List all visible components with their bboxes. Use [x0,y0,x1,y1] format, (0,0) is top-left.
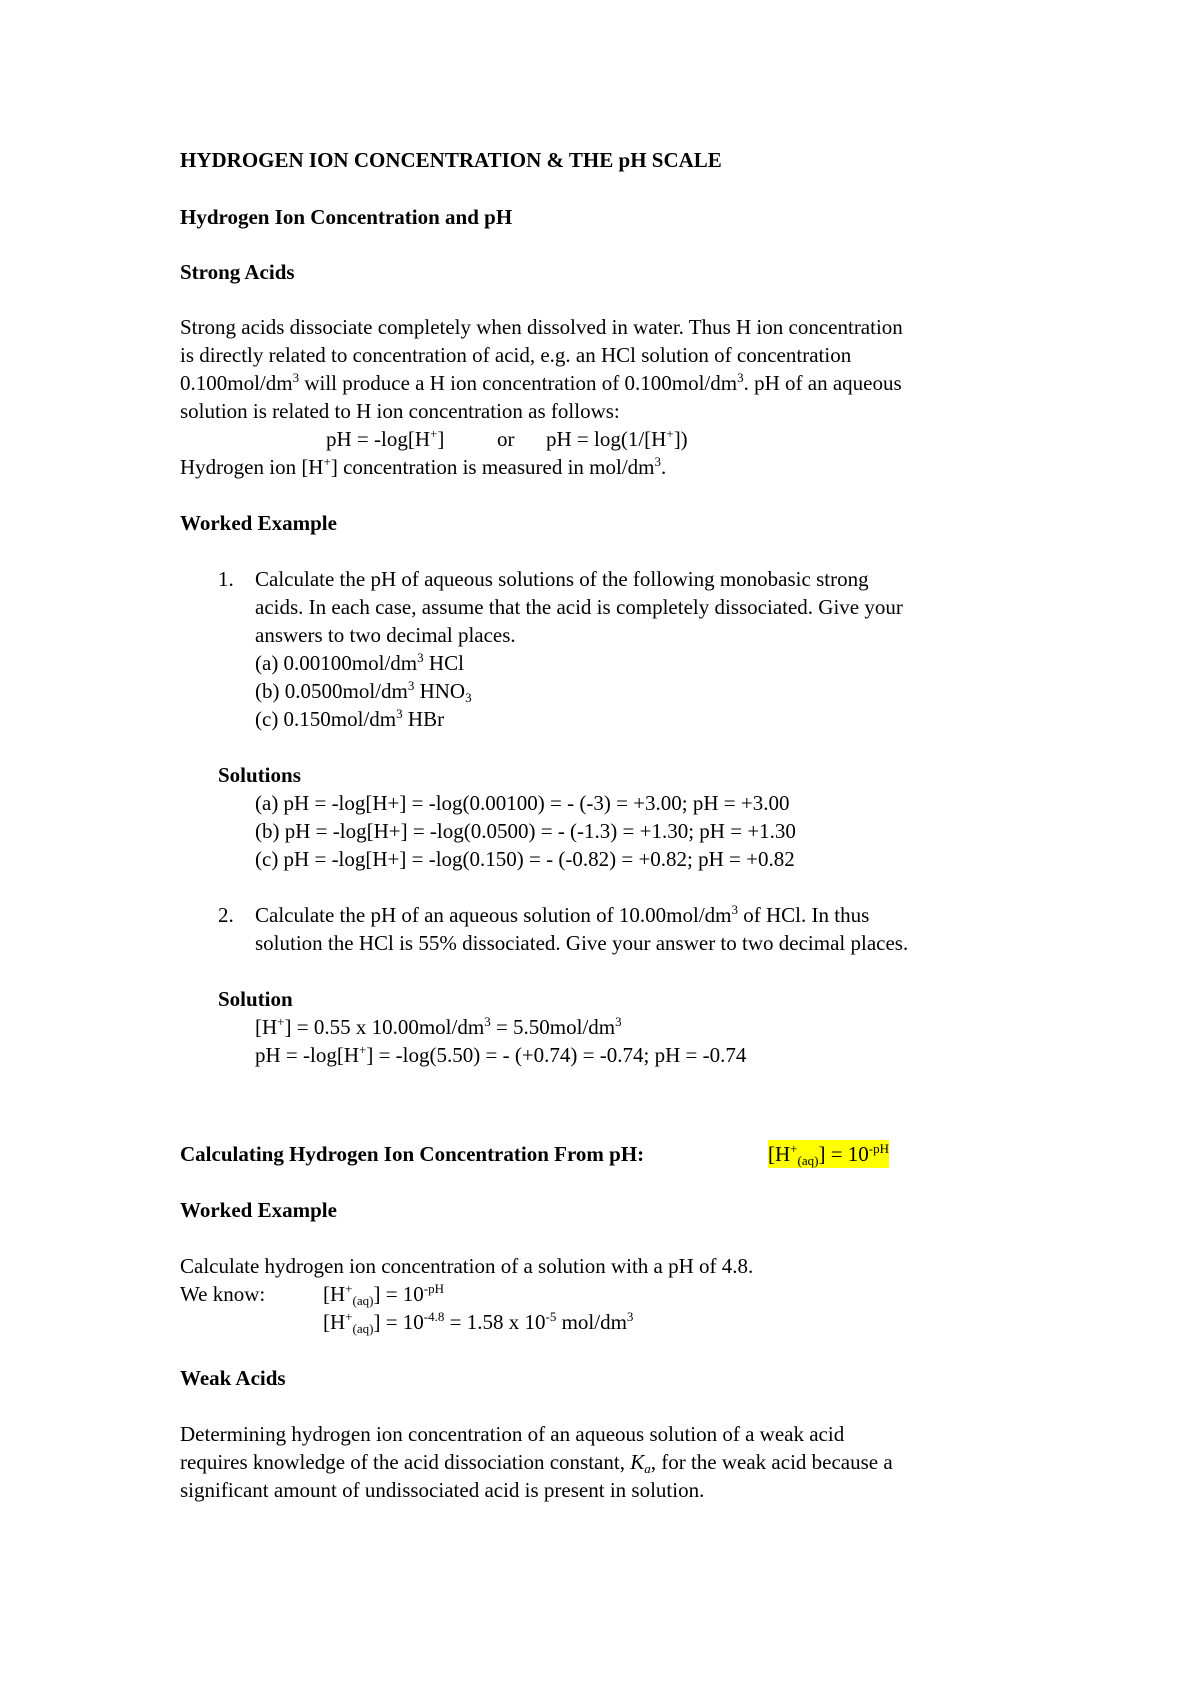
heading-calc-from-ph: Calculating Hydrogen Ion Concentration From pH: [180,1142,645,1166]
question-1-part-c: (c) $0.150mol/dm^3$ HBr [255,706,445,731]
we-know-formula-2: $[H^+_{(aq)}] = 10^{-4.8} = 1.58$ x $10^{-5}$ mol/$dm^3$ [323,1309,634,1336]
question-2-line-1: Calculate the pH of an aqueous solution of $10.00mol/dm^3$ of HCl. In thus [255,902,870,927]
heading-weak-acids: Weak Acids [180,1366,286,1390]
highlighted-formula: $[H^+_{(aq)}] = 10^{-pH}$ [768,1141,890,1168]
strong-acids-line-3: $0.100mol/dm^3$ will produce a H ion concentration of $0.100mol/dm^3$. pH of an aqueous [180,370,902,395]
heading-solution-2: Solution [218,987,293,1011]
ph-formula-log: pH = -log[H+] [326,426,445,451]
question-1-line-2: acids. In each case, assume that the acid is completely dissociated. Give your [255,595,903,619]
ph-formula-reciprocal: pH = log(1/[H+]) [546,426,688,451]
question-1-line-1: Calculate the pH of aqueous solutions of the following monobasic strong [255,567,869,591]
question-1-part-b: (b) $0.0500mol/dm^3$ $HNO_3$ [255,678,472,705]
section-heading-hydrogen-ion-ph: Hydrogen Ion Concentration and pH [180,205,513,229]
we-know-label: We know: [180,1282,266,1306]
we-know-formula-1: $[H^+_{(aq)}] = 10^{-pH}$ [323,1281,445,1308]
ph-formula-or: or [497,427,515,451]
question-1-part-a: (a) $0.00100mol/dm^3$ HCl [255,650,464,675]
heading-worked-example-1: Worked Example [180,511,337,535]
strong-acids-line-4: solution is related to H ion concentration as follows: [180,399,620,423]
heading-solutions: Solutions [218,763,301,787]
weak-acids-line-2: requires knowledge of the acid dissociation constant, $K_a$, for the weak acid because a [180,1450,893,1476]
question-1-line-3: answers to two decimal places. [255,623,516,647]
solution-c: (c) pH = -log[H+] = -log(0.150) = - (-0.82) = +0.82; pH = +0.82 [255,847,795,871]
solution-2-line-1: [H+] = 0.55 x $10.00mol/dm^3 = 5.50mol/dm^3$ [255,1014,622,1039]
worked-example-2-text: Calculate hydrogen ion concentration of a solution with a pH of 4.8. [180,1254,754,1278]
heading-worked-example-2: Worked Example [180,1198,337,1222]
question-2-line-2: solution the HCl is 55% dissociated. Give your answer to two decimal places. [255,931,909,955]
heading-strong-acids: Strong Acids [180,260,295,284]
question-2-number: 2. [218,903,234,927]
weak-acids-line-1: Determining hydrogen ion concentration of an aqueous solution of a weak acid [180,1422,845,1446]
document-title: HYDROGEN ION CONCENTRATION & THE pH SCALE [180,148,722,172]
question-1-number: 1. [218,567,234,591]
strong-acids-line-1: Strong acids dissociate completely when dissolved in water. Thus H ion concentration [180,315,903,339]
ka-symbol: $K_a$ [630,1450,651,1476]
strong-acids-line-2: is directly related to concentration of acid, e.g. an HCl solution of concentration [180,343,852,367]
hydrogen-ion-units-line: Hydrogen ion [H+] concentration is measured in mol/$dm^3$. [180,454,667,479]
solution-b: (b) pH = -log[H+] = -log(0.0500) = - (-1.3) = +1.30; pH = +1.30 [255,819,796,843]
weak-acids-line-3: significant amount of undissociated acid is present in solution. [180,1478,705,1502]
solution-a: (a) pH = -log[H+] = -log(0.00100) = - (-3) = +3.00; pH = +3.00 [255,791,790,815]
solution-2-line-2: pH = -log[H+] = -log(5.50) = - (+0.74) = -0.74; pH = -0.74 [255,1042,747,1067]
